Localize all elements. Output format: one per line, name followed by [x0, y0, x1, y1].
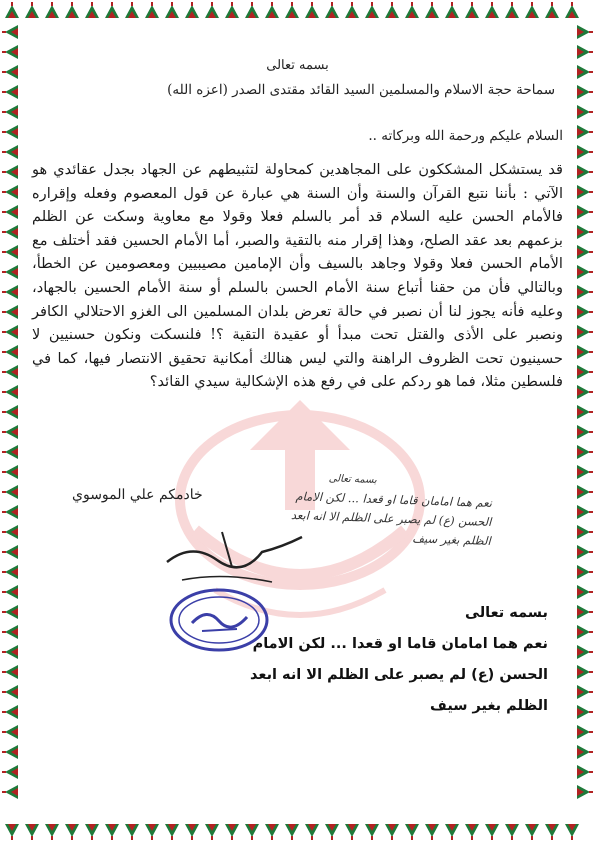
- border-motif: [445, 2, 459, 18]
- border-motif: [2, 205, 18, 219]
- border-motif: [165, 824, 179, 840]
- border-motif: [577, 625, 593, 639]
- border-motif: [577, 505, 593, 519]
- basmala: بسمه تعالى: [266, 58, 329, 73]
- letter-body: قد يستشكل المشككون على المجاهدين كمحاولة لتثبيطهم عن الجهاد بجدل عقائدي هو الآتي : بأننا نتبع القرآن والسنة وأن السنة هي عبارة عن قول المعصوم وفعله وإقراره فالأمام الحسن عليه السلام قد أمر بالسلم فعلا وقولا مع معاوية وسكت عن الظلم بزعمهم بعد عقد الصلح، وهذا إقرار منه بالتقية والصبر، أما الأمام الحسين فقد أختلف مع الأمام الحسن فعلا وقولا وجاهد بالسيف وأن الإمامين مصيبيين ومعصومين عن الخطأ، وبالتالي فأن من حقنا أتباع سنة الأمام الحسن بالسلم أو سنة الأمام الحسين بالجهاد، وعليه فأنه يجوز لنا أن نصبر في حالة تعرض بلدان المسلمين الى الغزو الاحتلالي الكافر ونصبر على الأذى والقتل تحت مبدأ أو عقيدة التقية ؟! فلنسكت ونكون حسنيين لا حسينيون تحت الظروف الراهنة والتي ليس هنالك أمكانية تحقيق الانتصار فيها، كما في فلسطين مثلا، فما هو ردكم على في رفع هذه الإشكالية سيدي القائد؟: [32, 161, 563, 391]
- border-motif: [577, 185, 593, 199]
- border-motif: [205, 824, 219, 840]
- answer-line: الحسن (ع) لم يصبر على الظلم الا انه ابعد: [250, 667, 548, 683]
- border-motif: [2, 665, 18, 679]
- greeting-line: السلام عليكم ورحمة الله وبركاته ..: [368, 128, 563, 144]
- border-motif: [485, 2, 499, 18]
- border-motif: [2, 265, 18, 279]
- border-motif: [577, 425, 593, 439]
- border-motif: [2, 745, 18, 759]
- border-motif: [185, 824, 199, 840]
- border-motif: [2, 585, 18, 599]
- border-motif: [2, 305, 18, 319]
- border-motif: [225, 2, 239, 18]
- border-motif: [145, 824, 159, 840]
- border-motif: [465, 2, 479, 18]
- border-motif: [2, 145, 18, 159]
- border-motif: [577, 145, 593, 159]
- answer-line: الظلم بغير سيف: [430, 698, 548, 714]
- border-motif: [405, 2, 419, 18]
- handwritten-line: الحسن (ع) لم يصبر على الظلم الا انه ابعد: [290, 507, 492, 529]
- border-motif: [65, 2, 79, 18]
- border-motif: [465, 824, 479, 840]
- answer-line: نعم هما امامان قاما او قعدا ... لكن الامام: [252, 636, 548, 652]
- border-motif: [525, 2, 539, 18]
- border-motif: [2, 65, 18, 79]
- border-motif: [577, 405, 593, 419]
- border-motif: [385, 824, 399, 840]
- border-motif: [125, 824, 139, 840]
- border-motif: [265, 2, 279, 18]
- border-motif: [105, 2, 119, 18]
- border-motif: [25, 2, 39, 18]
- signature: [162, 522, 312, 592]
- border-motif: [405, 824, 419, 840]
- border-motif: [325, 2, 339, 18]
- border-motif: [2, 645, 18, 659]
- border-motif: [2, 385, 18, 399]
- border-motif: [577, 765, 593, 779]
- border-motif: [577, 665, 593, 679]
- border-motif: [205, 2, 219, 18]
- border-motif: [577, 265, 593, 279]
- border-motif: [2, 565, 18, 579]
- border-motif: [145, 2, 159, 18]
- border-motif: [577, 165, 593, 179]
- border-motif: [2, 465, 18, 479]
- border-motif: [577, 285, 593, 299]
- border-motif: [2, 245, 18, 259]
- border-motif: [285, 824, 299, 840]
- border-motif: [577, 385, 593, 399]
- border-motif: [2, 85, 18, 99]
- border-motif: [577, 785, 593, 799]
- border-motif: [577, 245, 593, 259]
- border-motif: [577, 585, 593, 599]
- typed-answer: [208, 598, 548, 722]
- border-motif: [2, 525, 18, 539]
- border-motif: [577, 485, 593, 499]
- border-motif: [2, 545, 18, 559]
- border-motif: [2, 345, 18, 359]
- border-motif: [577, 685, 593, 699]
- border-motif: [225, 824, 239, 840]
- border-motif: [2, 405, 18, 419]
- border-motif: [185, 2, 199, 18]
- border-motif: [565, 824, 579, 840]
- border-motif: [2, 505, 18, 519]
- border-motif: [577, 105, 593, 119]
- border-motif: [245, 2, 259, 18]
- border-motif: [505, 2, 519, 18]
- border-motif: [2, 225, 18, 239]
- border-motif: [577, 85, 593, 99]
- border-motif: [2, 605, 18, 619]
- border-motif: [2, 705, 18, 719]
- border-motif: [545, 824, 559, 840]
- border-motif: [25, 824, 39, 840]
- border-motif: [45, 2, 59, 18]
- border-motif: [2, 285, 18, 299]
- border-motif: [365, 2, 379, 18]
- border-motif: [365, 824, 379, 840]
- border-motif: [577, 345, 593, 359]
- border-motif: [2, 725, 18, 739]
- border-motif: [425, 824, 439, 840]
- border-motif: [2, 425, 18, 439]
- border-motif: [577, 125, 593, 139]
- border-motif: [577, 605, 593, 619]
- border-motif: [2, 45, 18, 59]
- border-motif: [577, 745, 593, 759]
- border-motif: [577, 445, 593, 459]
- border-motif: [2, 165, 18, 179]
- border-motif: [2, 365, 18, 379]
- border-motif: [2, 765, 18, 779]
- border-motif: [2, 785, 18, 799]
- border-motif: [2, 25, 18, 39]
- border-motif: [345, 2, 359, 18]
- addressee-line: سماحة حجة الاسلام والمسلمين السيد القائد مقتدى الصدر (اعزه الله): [167, 82, 555, 98]
- border-motif: [2, 485, 18, 499]
- border-motif: [245, 824, 259, 840]
- border-motif: [545, 2, 559, 18]
- handwritten-line: الظلم بغير سيف: [412, 531, 491, 548]
- border-motif: [325, 824, 339, 840]
- border-motif: [577, 365, 593, 379]
- border-motif: [45, 824, 59, 840]
- border-motif: [5, 2, 19, 18]
- border-motif: [2, 125, 18, 139]
- border-motif: [2, 445, 18, 459]
- handwritten-line: نعم هما امامان قاما او قعدا ... لكن الامام: [295, 489, 493, 510]
- border-motif: [577, 25, 593, 39]
- border-motif: [577, 465, 593, 479]
- border-motif: [577, 705, 593, 719]
- border-motif: [285, 2, 299, 18]
- border-motif: [385, 2, 399, 18]
- border-motif: [577, 65, 593, 79]
- border-motif: [2, 105, 18, 119]
- border-motif: [577, 525, 593, 539]
- answer-line: بسمه تعالى: [465, 605, 548, 621]
- border-motif: [85, 824, 99, 840]
- border-motif: [5, 824, 19, 840]
- border-motif: [2, 325, 18, 339]
- border-motif: [2, 685, 18, 699]
- border-motif: [525, 824, 539, 840]
- border-motif: [105, 824, 119, 840]
- border-motif: [85, 2, 99, 18]
- border-motif: [265, 824, 279, 840]
- border-motif: [165, 2, 179, 18]
- border-motif: [505, 824, 519, 840]
- signer-name: خادمكم علي الموسوي: [72, 487, 203, 503]
- border-motif: [485, 824, 499, 840]
- border-motif: [577, 725, 593, 739]
- border-motif: [125, 2, 139, 18]
- border-motif: [2, 625, 18, 639]
- border-motif: [577, 205, 593, 219]
- border-motif: [445, 824, 459, 840]
- border-motif: [577, 225, 593, 239]
- border-motif: [577, 305, 593, 319]
- handwritten-line: بسمه تعالى: [328, 473, 377, 486]
- letter-content: [32, 30, 563, 820]
- border-motif: [577, 645, 593, 659]
- border-motif: [345, 824, 359, 840]
- border-motif: [305, 2, 319, 18]
- border-motif: [577, 545, 593, 559]
- border-motif: [565, 2, 579, 18]
- border-motif: [65, 824, 79, 840]
- border-motif: [425, 2, 439, 18]
- border-motif: [577, 45, 593, 59]
- border-motif: [577, 565, 593, 579]
- border-motif: [2, 185, 18, 199]
- border-motif: [577, 325, 593, 339]
- border-motif: [305, 824, 319, 840]
